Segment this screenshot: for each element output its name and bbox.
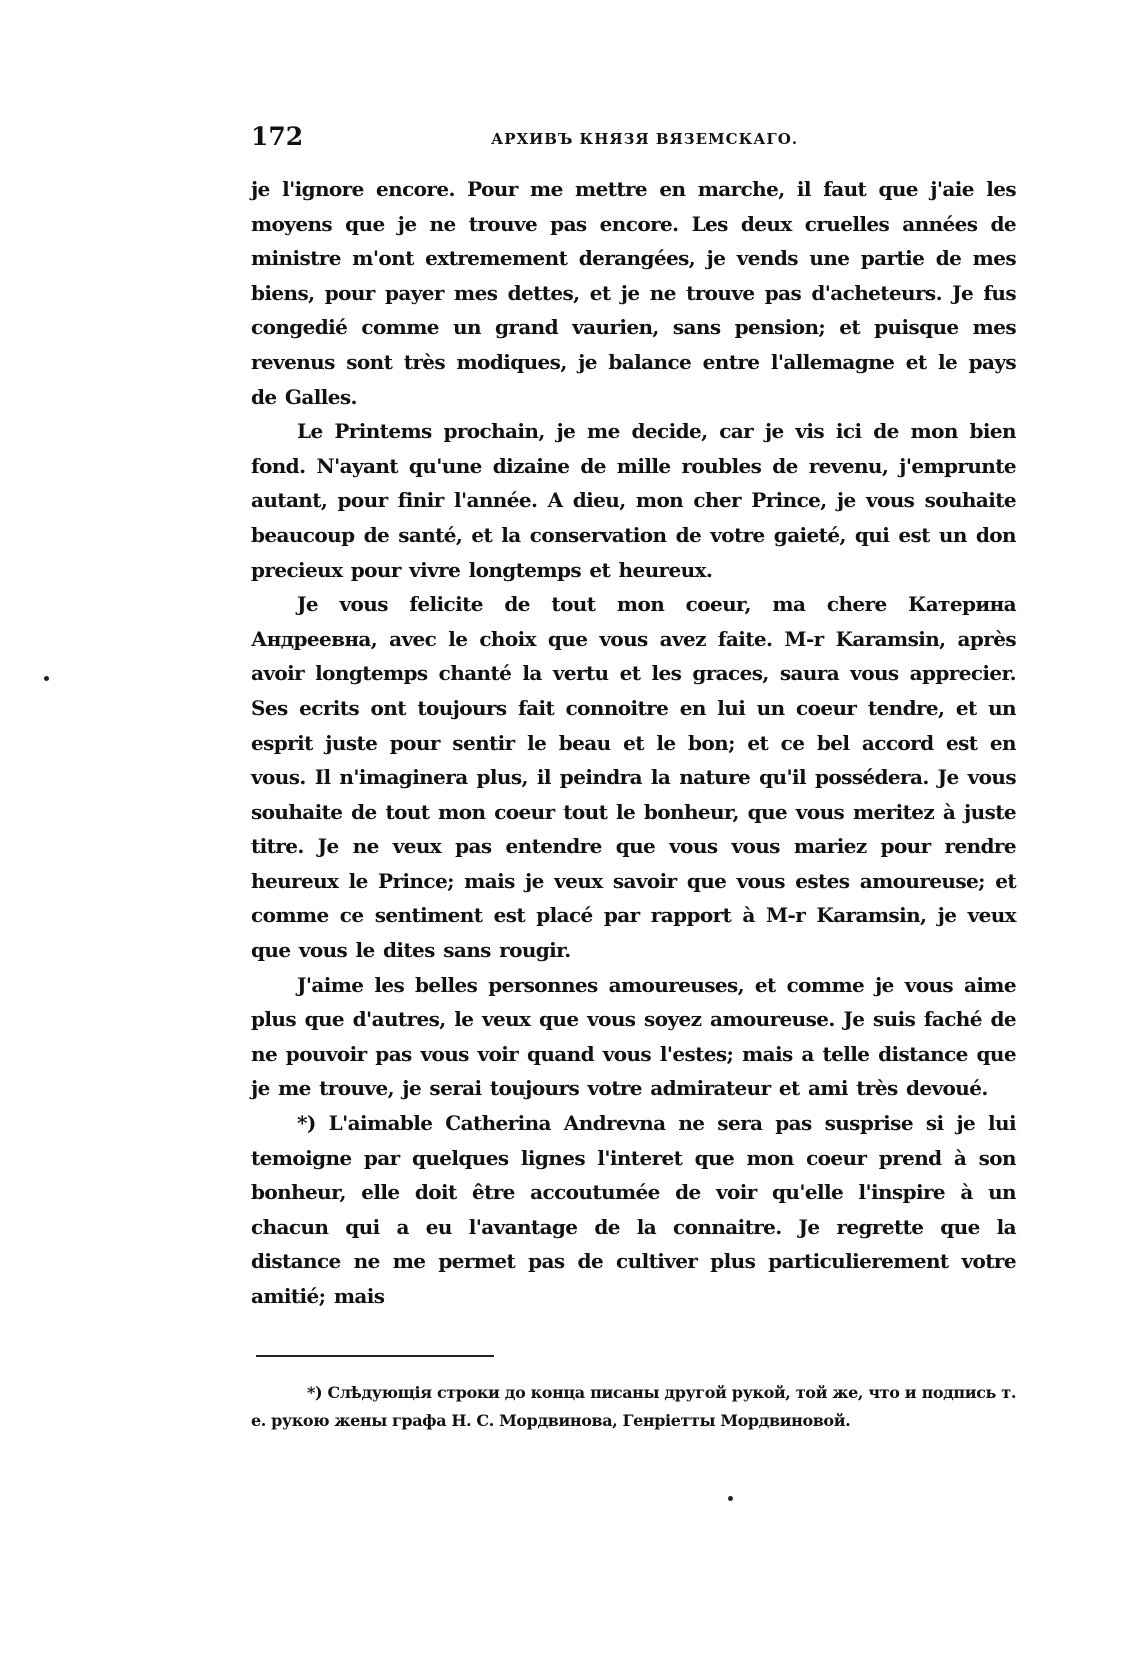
paragraph-1: je l'ignore encore. Pour me mettre en marche, il faut que j'aie les moyens que je ne trouve pas encore. Les deux cruelles années de ministre m'ont extremement derangées, je vends une partie de mes biens, pour payer mes dettes, et je ne trouve pas d'acheteurs. Je fus congedié comme un grand vaurien, sans pension; et puisque mes revenus sont très modiques, je balance entre l'allemagne et le pays de Galles. xyxy=(251,177,1016,409)
footnote-text: *) Слѣдующія строки до конца писаны другой рукой, той же, что и подпись т. е. рукою жены графа Н. С. Мордвинова, Генріетты Мордвиновой. xyxy=(251,1383,1016,1430)
paragraph-2: Le Printems prochain, je me decide, car je vis ici de mon bien fond. N'ayant qu'une dizaine de mille roubles de revenu, j'emprunte autant, pour finir l'année. A dieu, mon cher Prince, je vous souhaite beaucoup de santé, et la conservation de votre gaieté, qui est un don precieux pour vivre longtemps et heureux. xyxy=(251,419,1016,582)
paragraph-3: Je vous felicite de tout mon coeur, ma chere Катерина Андреевна, avec le choix que vous avez faite. M-r Karamsin, après avoir longtemps chanté la vertu et les graces, saura vous apprecier. Ses ecrits ont toujours fait connoitre en lui un coeur tendre, et un esprit juste pour sentir le beau et le bon; et ce bel accord est en vous. Il n'imaginera plus, il peindra la nature qu'il possédera. Je vous souhaite de tout mon coeur tout le bonheur, que vous meritez à juste titre. Je ne veux pas entendre que vous vous mariez pour rendre heureux le Prince; mais je veux savoir que vous estes amoureuse; et comme ce sentiment est placé par rapport à M-r Karamsin, je veux que vous le dites sans rougir. xyxy=(251,592,1016,963)
scan-speck xyxy=(728,1496,733,1501)
scan-speck xyxy=(44,676,49,681)
paragraph-5: *) L'aimable Catherina Andrevna ne sera pas susprise si je lui temoigne par quelques lignes l'interet que mon coeur prend à son bonheur, elle doit être accoutumée de voir qu'elle l'inspire à un chacun qui a eu l'avantage de la connaitre. Je regrette que la distance ne me permet pas de cultiver plus particulierement votre amitié; mais xyxy=(251,1111,1016,1308)
paragraph-4: J'aime les belles personnes amoureuses, et comme je vous aime plus que d'autres, le veux que vous soyez amoureuse. Je suis faché de ne pouvoir pas vous voir quand vous l'estes; mais a telle distance que je me trouve, je serai toujours votre admirateur et ami très devoué. xyxy=(251,972,1016,1101)
footnote-rule xyxy=(256,1355,494,1357)
body-text xyxy=(251,172,1016,1314)
footnote xyxy=(251,1379,1016,1435)
page-number: 172 xyxy=(251,122,304,151)
page-header xyxy=(251,122,1016,162)
running-title: АРХИВЪ КНЯЗЯ ВЯЗЕМСКАГО. xyxy=(491,130,799,148)
